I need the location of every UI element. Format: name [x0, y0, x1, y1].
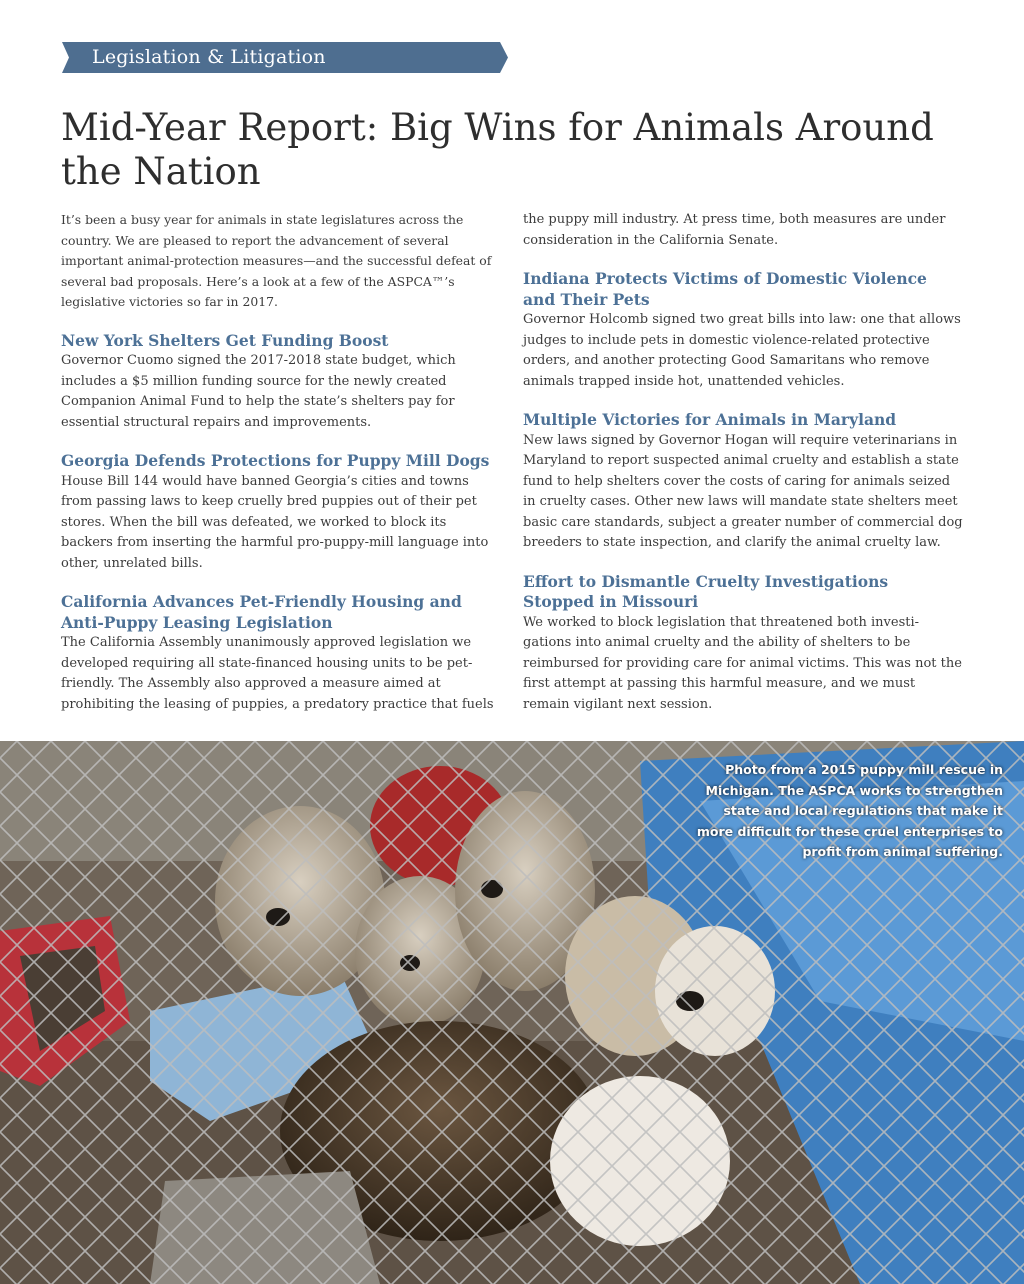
section-new-york — [61, 331, 497, 434]
section-body: We worked to block legislation that threatened both investi-gations into animal cruelty and the ability of shelters to be reimbursed for providing care for animal victims. This was not the first attempt at passing this harmful measure, and we must remain vigilant next session. — [523, 614, 962, 712]
intro-paragraph: It’s been a busy year for animals in state legislatures across the country. We are pleased to report the advancement of several important animal-protection measures—and the successful defeat of several bad proposals. Here’s a look at a few of the ASPCA™’s legislative victories so far in 2017. — [61, 212, 492, 309]
section-body: Governor Holcomb signed two great bills into law: one that allows judges to include pets in domestic violence-related protective orders, and another protecting Good Samaritans who remove animals trapped inside hot, unattended vehicles. — [523, 312, 961, 389]
section-maryland — [523, 410, 963, 554]
section-body: The California Assembly unanimously approved legislation we developed requiring all state-financed housing units to be pet-friendly. The Assembly also approved a measure aimed at prohibiting the leasing of puppies, a predatory practice that fuels — [61, 635, 494, 712]
section-indiana — [523, 269, 963, 392]
section-missouri — [523, 572, 963, 716]
section-heading: Georgia Defends Protections for Puppy Mill Dogs — [61, 451, 490, 470]
section-body: New laws signed by Governor Hogan will require veterinarians in Maryland to report suspected animal cruelty and establish a state fund to help shelters cover the costs of caring for animals seized in cruelty cases. Other new laws will mandate state shelters meet basic care standards, subject a greater number of commercial dog breeders to state inspection, and clarify the animal cruelty law. — [523, 432, 963, 550]
section-banner — [62, 42, 508, 73]
section-georgia — [61, 451, 497, 574]
section-heading: California Advances Pet-Friendly Housing and Anti-Puppy Leasing Legislation — [61, 592, 462, 632]
section-body-continued: the puppy mill industry. At press time, both measures are under consideration in the California Senate. — [523, 212, 946, 248]
section-body: Governor Cuomo signed the 2017-2018 state budget, which includes a $5 million funding source for the newly created Companion Animal Fund to help the state’s shelters pay for essential structural repairs and improvements. — [61, 353, 456, 430]
section-heading: New York Shelters Get Funding Boost — [61, 330, 389, 350]
page-title: Mid-Year Report: Big Wins for Animals Around the Nation — [61, 106, 934, 193]
section-heading: Multiple Victories for Animals in Maryland — [523, 410, 897, 429]
photo-caption: Photo from a 2015 puppy mill rescue in Michigan. The ASPCA works to strengthen state and local regulations that make it more difficult for these cruel enterprises to profit from animal suffering. — [696, 762, 1003, 859]
banner-label: Legislation & Litigation — [92, 46, 326, 68]
right-column — [523, 210, 963, 715]
section-body: House Bill 144 would have banned Georgia’s cities and towns from passing laws to keep cruelly bred puppies out of their pet stores. When the bill was defeated, we worked to block its backers from inserting the harmful pro-puppy-mill language into other, unrelated bills. — [61, 473, 489, 571]
section-heading: Effort to Dismantle Cruelty Investigations Stopped in Missouri — [523, 571, 889, 611]
section-california — [61, 592, 497, 715]
left-column — [61, 210, 497, 715]
section-heading: Indiana Protects Victims of Domestic Violence and Their Pets — [523, 269, 927, 309]
